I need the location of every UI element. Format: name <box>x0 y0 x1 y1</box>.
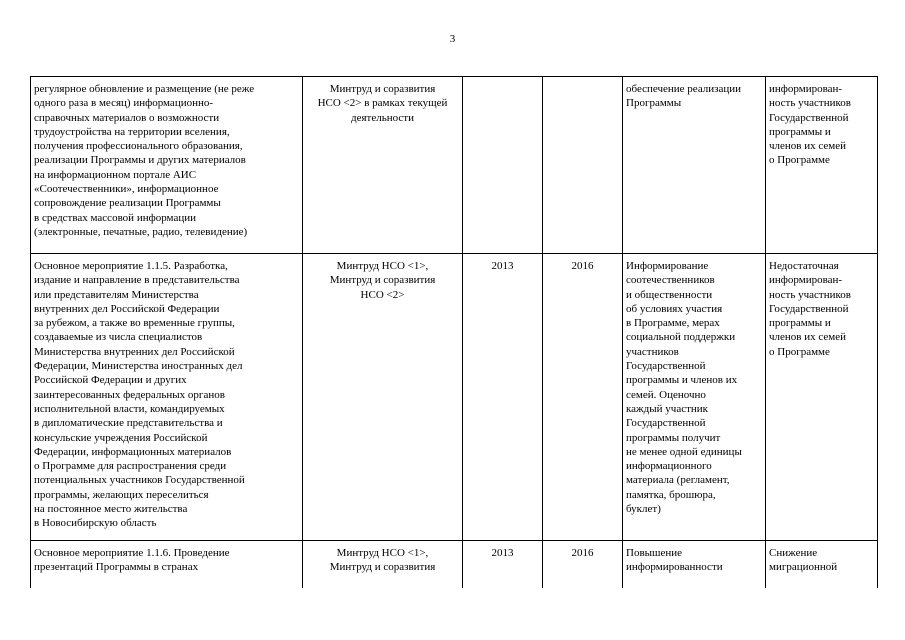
activity-cell: Основное мероприятие 1.1.6. Проведение презентаций Программы в странах <box>31 541 303 589</box>
end-year-cell: 2016 <box>543 254 623 541</box>
end-year-cell: 2016 <box>543 541 623 589</box>
result-cell: обеспечение реализации Программы <box>623 77 766 254</box>
executor-cell: Минтруд и соразвития НСО <2> в рамках текущей деятельности <box>303 77 463 254</box>
result-cell: Повышение информированности <box>623 541 766 589</box>
executor-cell: Минтруд НСО <1>, Минтруд и соразвития <box>303 541 463 589</box>
executor-cell: Минтруд НСО <1>, Минтруд и соразвития НСО <2> <box>303 254 463 541</box>
start-year-cell: 2013 <box>463 541 543 589</box>
activity-cell: Основное мероприятие 1.1.5. Разработка, издание и направление в представительства или представителям Министерства внутренних дел Российской Федерации за рубежом, а также во временные группы, создаваемые из числа специалистов Министерства внутренних дел Российской Федерации, Министерства иностранных дел Российской Федерации и других заинтересованных федеральных органов исполнительной власти, командируемых в дипломатические представительства и консульские учреждения Российской Федерации, информационных материалов о Программе для распространения среди потенциальных участников Государственной программы, желающих переселиться на постоянное место жительства в Новосибирскую область <box>31 254 303 541</box>
consequence-cell: Снижение миграционной <box>766 541 878 589</box>
table-row <box>31 541 878 589</box>
page-number: 3 <box>449 33 456 45</box>
result-cell: Информирование соотечественников и общественности об условиях участия в Программе, мерах социальной поддержки участников Государственной программы и членов их семей. Оценочно каждый участник Государственной программы получит не менее одной единицы информационного материала (регламент, памятка, брошюра, буклет) <box>623 254 766 541</box>
activity-cell: регулярное обновление и размещение (не реже одного раза в месяц) информационно- справочных материалов о возможности трудоустройства на территории вселения, получения профессионального образования, реализации Программы и других материалов на информационном портале АИС «Соотечественники», информационное сопровождение реализации Программы в средствах массовой информации (электронные, печатные, радио, телевидение) <box>31 77 303 254</box>
start-year-cell: 2013 <box>463 254 543 541</box>
start-year-cell <box>463 77 543 254</box>
consequence-cell: информирован- ность участников Государственной программы и членов их семей о Программе <box>766 77 878 254</box>
table-row <box>31 254 878 541</box>
consequence-cell: Недостаточная информирован- ность участников Государственной программы и членов их семей о Программе <box>766 254 878 541</box>
program-activities-table <box>30 76 878 588</box>
table-row <box>31 77 878 254</box>
end-year-cell <box>543 77 623 254</box>
